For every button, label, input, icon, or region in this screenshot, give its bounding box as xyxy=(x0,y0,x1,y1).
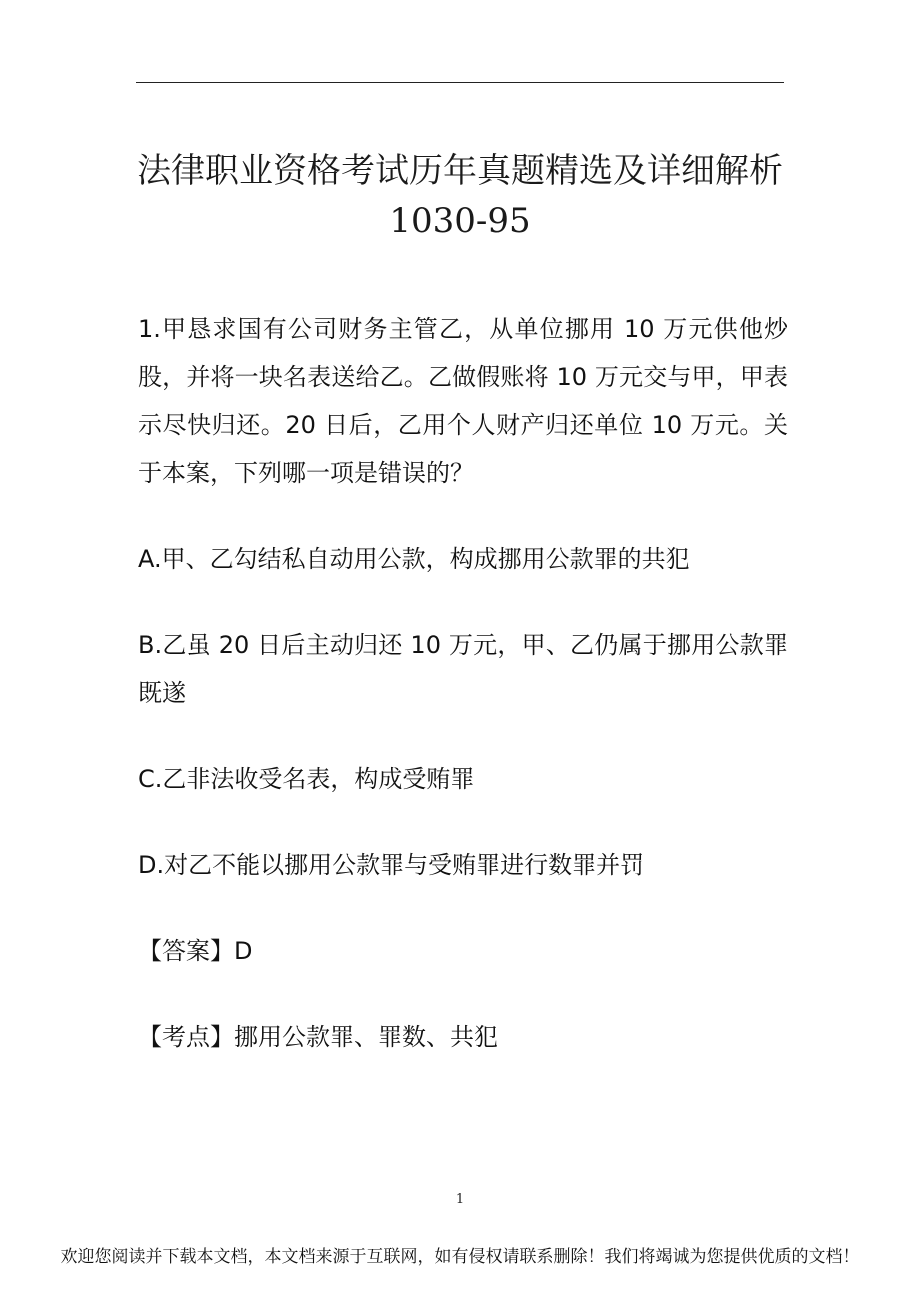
footer-disclaimer: 欢迎您阅读并下载本文档，本文档来源于互联网，如有侵权请联系删除！我们将竭诚为您提供优质的文档！ xyxy=(60,1247,860,1267)
option-b: B.乙虽 20 日后主动归还 10 万元，甲、乙仍属于挪用公款罪既遂 xyxy=(138,631,788,707)
option-d: D.对乙不能以挪用公款罪与受贿罪进行数罪并罚 xyxy=(138,851,645,879)
answer-text: 【答案】D xyxy=(138,937,253,965)
document-body xyxy=(138,305,788,1099)
option-a: A.甲、乙勾结私自动用公款，构成挪用公款罪的共犯 xyxy=(138,545,690,573)
header-rule xyxy=(136,82,784,83)
key-points-text: 【考点】挪用公款罪、罪数、共犯 xyxy=(138,1023,498,1051)
option-c: C.乙非法收受名表，构成受贿罪 xyxy=(138,765,475,793)
document-title: 法律职业资格考试历年真题精选及详细解析 1030-95 xyxy=(137,151,783,241)
page-number: 1 xyxy=(455,1192,465,1207)
question-text: 1.甲恳求国有公司财务主管乙，从单位挪用 10 万元供他炒股，并将一块名表送给乙。乙做假账将 10 万元交与甲，甲表示尽快归还。20 日后，乙用个人财产归还单位 10 万元。关于本案，下列哪一项是错误的？ xyxy=(138,315,788,487)
